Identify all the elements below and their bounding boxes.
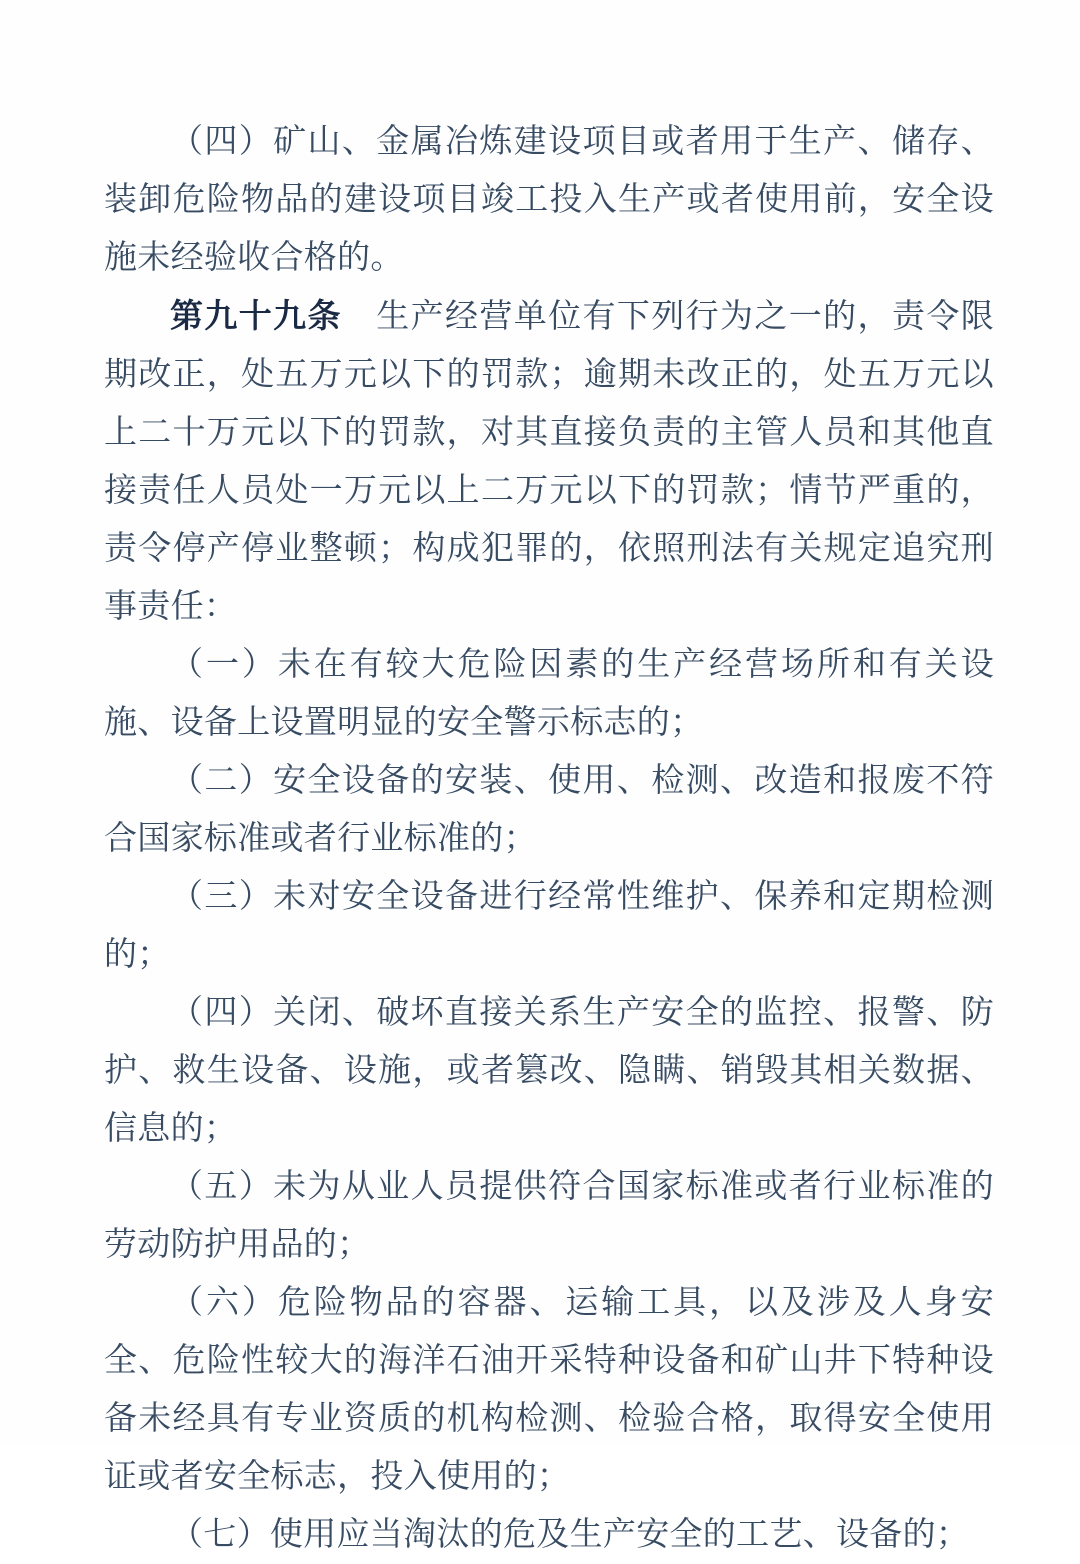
article-number: 第九十九条	[170, 297, 342, 334]
text-run: （四）矿山、金属冶炼建设项目或者用于生产、储存、装卸危险物品的建设项目竣工投入生产或者使用前，安全设施未经验收合格的。	[104, 124, 994, 276]
paragraph	[104, 113, 994, 287]
paragraph	[104, 1506, 994, 1564]
text-run: （五）未为从业人员提供符合国家标准或者行业标准的劳动防护用品的；	[104, 1169, 994, 1263]
text-run: （六）危险物品的容器、运输工具，以及涉及人身安全、危险性较大的海洋石油开采特种设备和矿山井下特种设备未经具有专业资质的机构检测、检验合格，取得安全使用证或者安全标志，投入使用的；	[104, 1285, 994, 1495]
paragraph	[104, 984, 994, 1158]
text-run: （一）未在有较大危险因素的生产经营场所和有关设施、设备上设置明显的安全警示标志的；	[104, 647, 994, 741]
text-run: （三）未对安全设备进行经常性维护、保养和定期检测的；	[104, 879, 994, 973]
paragraph	[104, 636, 994, 752]
text-run: （四）关闭、破坏直接关系生产安全的监控、报警、防护、救生设备、设施，或者篡改、隐瞒、销毁其相关数据、信息的；	[104, 995, 994, 1147]
text-run: （二）安全设备的安装、使用、检测、改造和报废不符合国家标准或者行业标准的；	[104, 763, 994, 857]
text-run: 生产经营单位有下列行为之一的，责令限期改正，处五万元以下的罚款；逾期未改正的，处五万元以上二十万元以下的罚款，对其直接负责的主管人员和其他直接责任人员处一万元以上二万元以下的罚款；情节严重的，责令停产停业整顿；构成犯罪的，依照刑法有关规定追究刑事责任：	[104, 299, 994, 625]
text-run: （七）使用应当淘汰的危及生产安全的工艺、设备的；	[170, 1517, 970, 1553]
paragraph	[104, 287, 994, 636]
paragraph	[104, 752, 994, 868]
paragraph	[104, 868, 994, 984]
paragraph	[104, 1158, 994, 1274]
paragraph	[104, 1274, 994, 1506]
